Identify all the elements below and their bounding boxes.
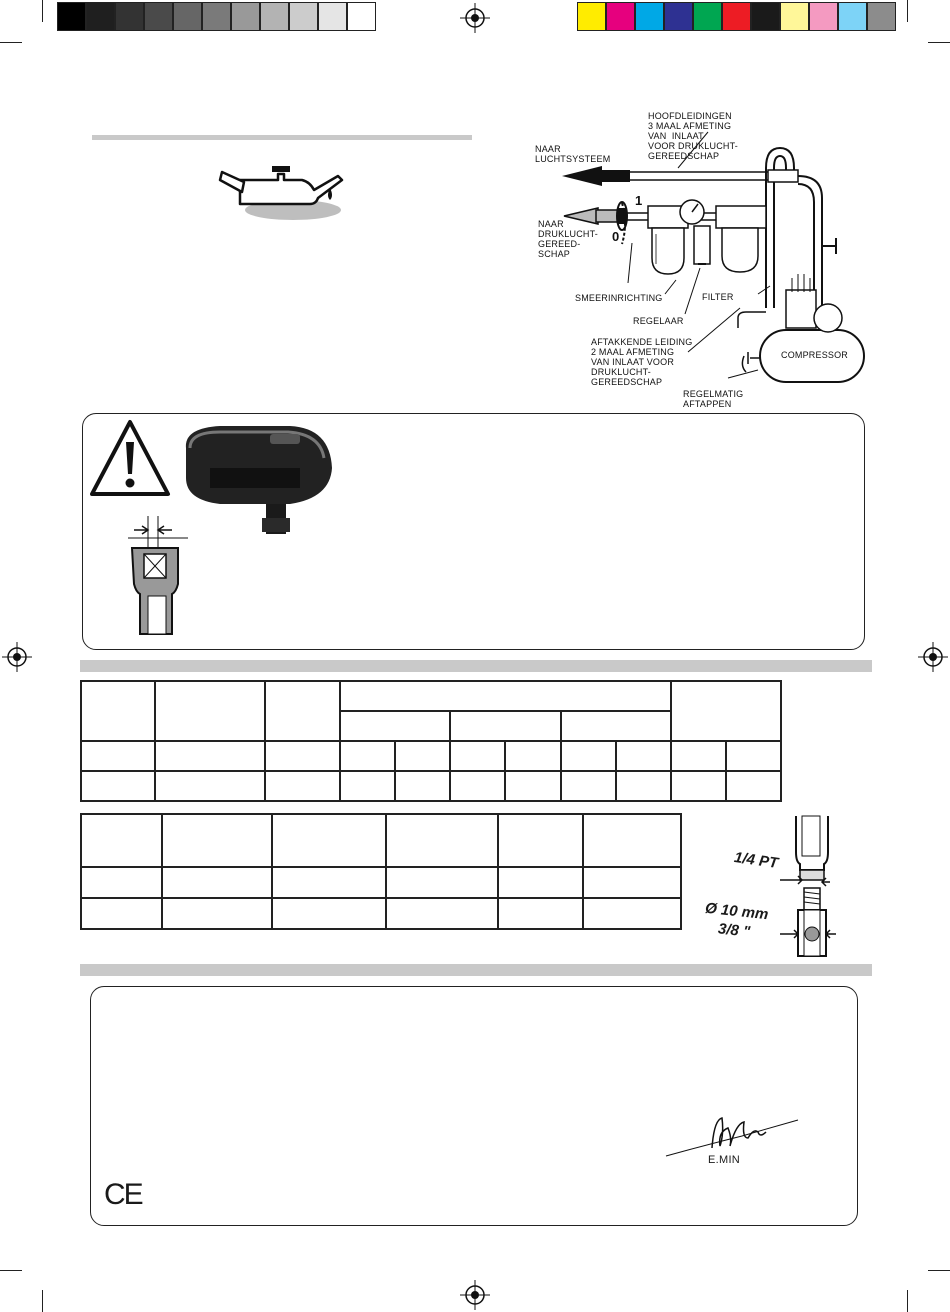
- table-cell: [340, 681, 671, 711]
- grey-swatch: [115, 2, 144, 31]
- grey-swatch: [202, 2, 231, 31]
- crop-mark: [0, 1270, 22, 1271]
- table-row: [81, 814, 681, 867]
- table-row: [81, 898, 681, 929]
- label-regulator: REGELAAR: [633, 316, 684, 326]
- table-cell: [340, 711, 450, 741]
- grey-swatch: [318, 2, 347, 31]
- grey-swatch: [173, 2, 202, 31]
- label-filter: FILTER: [702, 292, 734, 302]
- color-swatch: [867, 2, 896, 31]
- crop-mark: [907, 0, 908, 22]
- crop-mark: [928, 1270, 950, 1271]
- color-swatch: [838, 2, 867, 31]
- grey-swatch: [347, 2, 376, 31]
- grey-swatch: [144, 2, 173, 31]
- grey-swatch: [289, 2, 318, 31]
- thread-size-label: 1/4 PT: [733, 849, 780, 872]
- crop-mark: [907, 1290, 908, 1312]
- color-swatch: [606, 2, 635, 31]
- table-cell: [265, 681, 340, 741]
- crop-mark: [0, 42, 22, 43]
- grey-swatch: [231, 2, 260, 31]
- section-rule: [80, 660, 872, 672]
- warning-triangle-icon: [88, 418, 172, 500]
- registration-mark-icon: [2, 642, 32, 672]
- table-row: [81, 867, 681, 898]
- color-swatch: [664, 2, 693, 31]
- label-to-air-system: NAAR LUCHTSYSTEEM: [535, 144, 611, 164]
- declaration-panel: [90, 986, 858, 1226]
- section-rule: [92, 135, 472, 140]
- registration-mark-icon: [460, 3, 490, 33]
- table-cell: [671, 681, 781, 741]
- hose-diameter-mm-label: Ø 10 mm: [704, 899, 770, 924]
- color-swatch: [693, 2, 722, 31]
- color-swatch: [780, 2, 809, 31]
- grey-swatch: [57, 2, 86, 31]
- registration-mark-icon: [918, 642, 948, 672]
- label-valve-off: 0: [612, 229, 620, 244]
- crop-mark: [928, 42, 950, 43]
- crop-mark: [42, 1290, 43, 1312]
- label-compressor: COMPRESSOR: [781, 350, 849, 360]
- section-rule: [80, 964, 872, 976]
- table-cell: [81, 681, 155, 741]
- color-swatch: [722, 2, 751, 31]
- table-cell: [155, 681, 265, 741]
- color-swatch: [809, 2, 838, 31]
- grey-swatch: [260, 2, 289, 31]
- ce-mark-icon: CE: [104, 1178, 142, 1211]
- color-swatch: [635, 2, 664, 31]
- label-valve-on: 1: [635, 193, 643, 208]
- color-swatch: [577, 2, 606, 31]
- grey-swatch: [86, 2, 115, 31]
- ratchet-head-photo: [180, 418, 350, 538]
- socket-cross-section-icon: [118, 512, 198, 636]
- color-swatch: [751, 2, 780, 31]
- air-fitting-diagram: [700, 812, 850, 962]
- table-row: [81, 771, 781, 801]
- oil-can-icon: [218, 158, 358, 228]
- label-main-lines: HOOFDLEIDINGEN 3 MAAL AFMETING VAN INLAAT VOOR DRUKLUCHT- GEREEDSCHAP: [648, 111, 739, 161]
- label-branch-line: AFTAKKENDE LEIDING 2 MAAL AFMETING VAN INLAAT VOOR DRUKLUCHT- GEREEDSCHAP: [591, 337, 693, 387]
- signatory-name: E.MIN: [708, 1154, 741, 1166]
- registration-mark-icon: [460, 1280, 490, 1310]
- hose-diameter-inch-label: 3/8 ": [717, 920, 751, 941]
- table-cell: [561, 711, 671, 741]
- table-cell: [450, 711, 560, 741]
- label-drain: REGELMATIG AFTAPPEN: [683, 389, 744, 409]
- label-to-tool: NAAR DRUKLUCHT- GEREED- SCHAP: [538, 219, 599, 259]
- spec-table-2: [80, 813, 682, 930]
- table-row: [81, 741, 781, 771]
- crop-mark: [42, 0, 43, 22]
- label-lubricator: SMEERINRICHTING: [575, 293, 663, 303]
- spec-table-1: [80, 680, 782, 802]
